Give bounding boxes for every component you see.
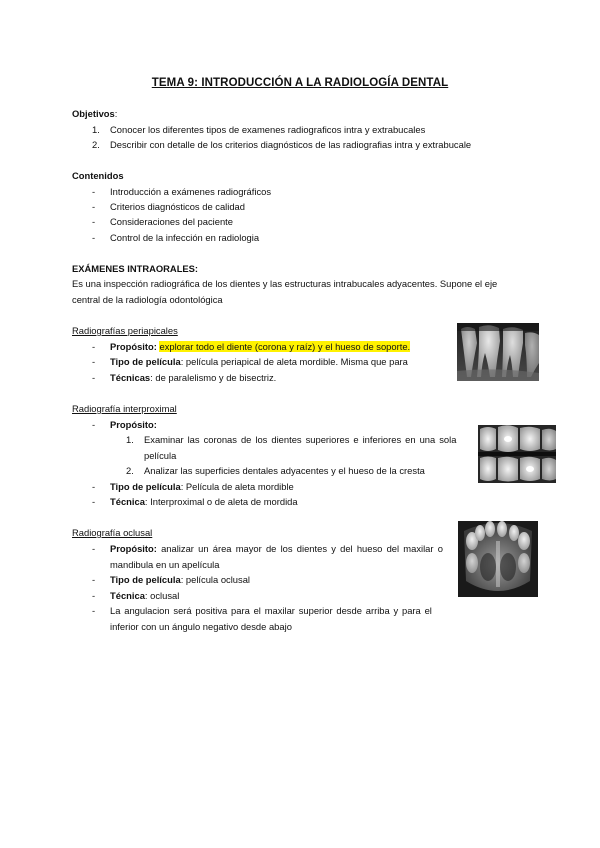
oclusal-angulacion — [92, 605, 432, 617]
contenidos-heading: Contenidos — [72, 170, 124, 181]
proposito-label: Propósito: — [110, 543, 157, 554]
bullet-dash: - — [92, 543, 96, 554]
objetivo-item — [92, 139, 471, 151]
intraorales-paragraph-line: Es una inspección radiográfica de los dientes y las estructuras intrabucales adyacentes. Supone el eje — [72, 278, 498, 289]
bullet-dash: - — [92, 186, 96, 197]
list-number: 1. — [126, 434, 134, 445]
contenidos-item-text: Consideraciones del paciente — [110, 216, 233, 227]
list-number: 2. — [92, 139, 100, 150]
tecnica-text: : oclusal — [144, 590, 180, 601]
pelicula-text: : película periapical de aleta mordible. Misma que para — [180, 356, 408, 367]
pelicula-text: : película oclusal — [180, 574, 250, 585]
page-title: TEMA 9: INTRODUCCIÓN A LA RADIOLOGÍA DENTAL — [151, 77, 449, 89]
subitem-continuation: película — [144, 450, 177, 461]
bullet-dash: - — [92, 605, 96, 616]
contenidos-item — [92, 216, 233, 228]
tecnica-label: Técnica — [110, 496, 145, 507]
periapical-xray-image — [457, 323, 539, 381]
objetivos-heading-text: Objetivos — [72, 108, 115, 119]
bullet-dash: - — [92, 496, 96, 507]
contenidos-item-text: Control de la infección en radiologia — [110, 232, 260, 243]
periapicales-heading: Radiografías periapicales — [72, 325, 178, 336]
oclusal-heading: Radiografía oclusal — [72, 527, 153, 538]
objetivo-text: Describir con detalle de los criterios diagnósticos de las radiografias intra y extrabucale — [110, 139, 472, 150]
contenidos-item — [92, 186, 271, 198]
tecnica-label: Técnica — [110, 590, 145, 601]
objetivo-text: Conocer los diferentes tipos de examenes radiograficos intra y extrabucales — [110, 124, 426, 135]
intraorales-paragraph-line: central de la radiología odontológica — [72, 294, 223, 305]
bullet-dash: - — [92, 201, 96, 212]
proposito-continuation: mandibula en un apelícula — [110, 559, 220, 570]
contenidos-item-text: Criterios diagnósticos de calidad — [110, 201, 245, 212]
periapicales-pelicula — [92, 356, 408, 368]
objetivos-heading — [72, 108, 117, 120]
bullet-dash: - — [92, 341, 96, 352]
contenidos-item — [92, 201, 245, 213]
periapical-xray-graphic — [457, 323, 539, 381]
oclusal-pelicula — [92, 574, 250, 586]
interproximal-proposito — [92, 419, 157, 431]
oclusal-proposito — [92, 543, 448, 555]
bullet-dash: - — [92, 372, 96, 383]
interproximal-heading: Radiografía interproximal — [72, 403, 177, 414]
objetivo-item — [92, 124, 425, 136]
bullet-dash: - — [92, 590, 96, 601]
contenidos-item — [92, 232, 259, 244]
interproximal-subitem — [126, 434, 456, 446]
interproximal-xray-image — [478, 425, 556, 483]
list-number: 1. — [92, 124, 100, 135]
pelicula-label: Tipo de película — [110, 356, 181, 367]
subitem-text: Analizar las superficies dentales adyacentes y el hueso de la cresta — [144, 465, 425, 476]
tecnica-text: : Interproximal o de aleta de mordida — [144, 496, 298, 507]
bullet-dash: - — [92, 481, 96, 492]
interproximal-pelicula — [92, 481, 294, 493]
objetivos-colon: : — [114, 108, 118, 119]
periapicales-tecnicas — [92, 372, 276, 384]
interproximal-subitem — [126, 465, 425, 477]
subitem-text: Examinar las coronas de los dientes superiores e inferiores en una sola — [144, 434, 457, 445]
angulacion-text: La angulacion será positiva para el maxilar superior desde arriba y para el — [110, 605, 432, 616]
oclusal-tecnica — [92, 590, 179, 602]
proposito-label: Propósito: — [110, 341, 157, 352]
oclusal-xray-image — [458, 521, 538, 597]
periapicales-proposito — [92, 341, 410, 353]
intraorales-heading: EXÁMENES INTRAORALES: — [72, 263, 199, 274]
list-number: 2. — [126, 465, 134, 476]
tecnicas-text: : de paralelismo y de bisectriz. — [150, 372, 277, 383]
contenidos-item-text: Introducción a exámenes radiográficos — [110, 186, 272, 197]
pelicula-text: : Película de aleta mordible — [180, 481, 294, 492]
interproximal-tecnica — [92, 496, 298, 508]
bitewing-xray-graphic — [478, 425, 556, 483]
pelicula-label: Tipo de película — [110, 574, 181, 585]
highlighted-text: explorar todo el diente (corona y raíz) y el hueso de soporte. — [159, 341, 411, 352]
occlusal-xray-graphic — [458, 521, 538, 597]
bullet-dash: - — [92, 216, 96, 227]
proposito-label: Propósito: — [110, 419, 157, 430]
bullet-dash: - — [92, 419, 96, 430]
proposito-text: analizar un área mayor de los dientes y del hueso del maxilar o — [156, 543, 443, 554]
tecnicas-label: Técnicas — [110, 372, 151, 383]
bullet-dash: - — [92, 356, 96, 367]
angulacion-continuation: inferior con un ángulo negativo desde abajo — [110, 621, 292, 632]
bullet-dash: - — [92, 232, 96, 243]
pelicula-label: Tipo de película — [110, 481, 181, 492]
bullet-dash: - — [92, 574, 96, 585]
